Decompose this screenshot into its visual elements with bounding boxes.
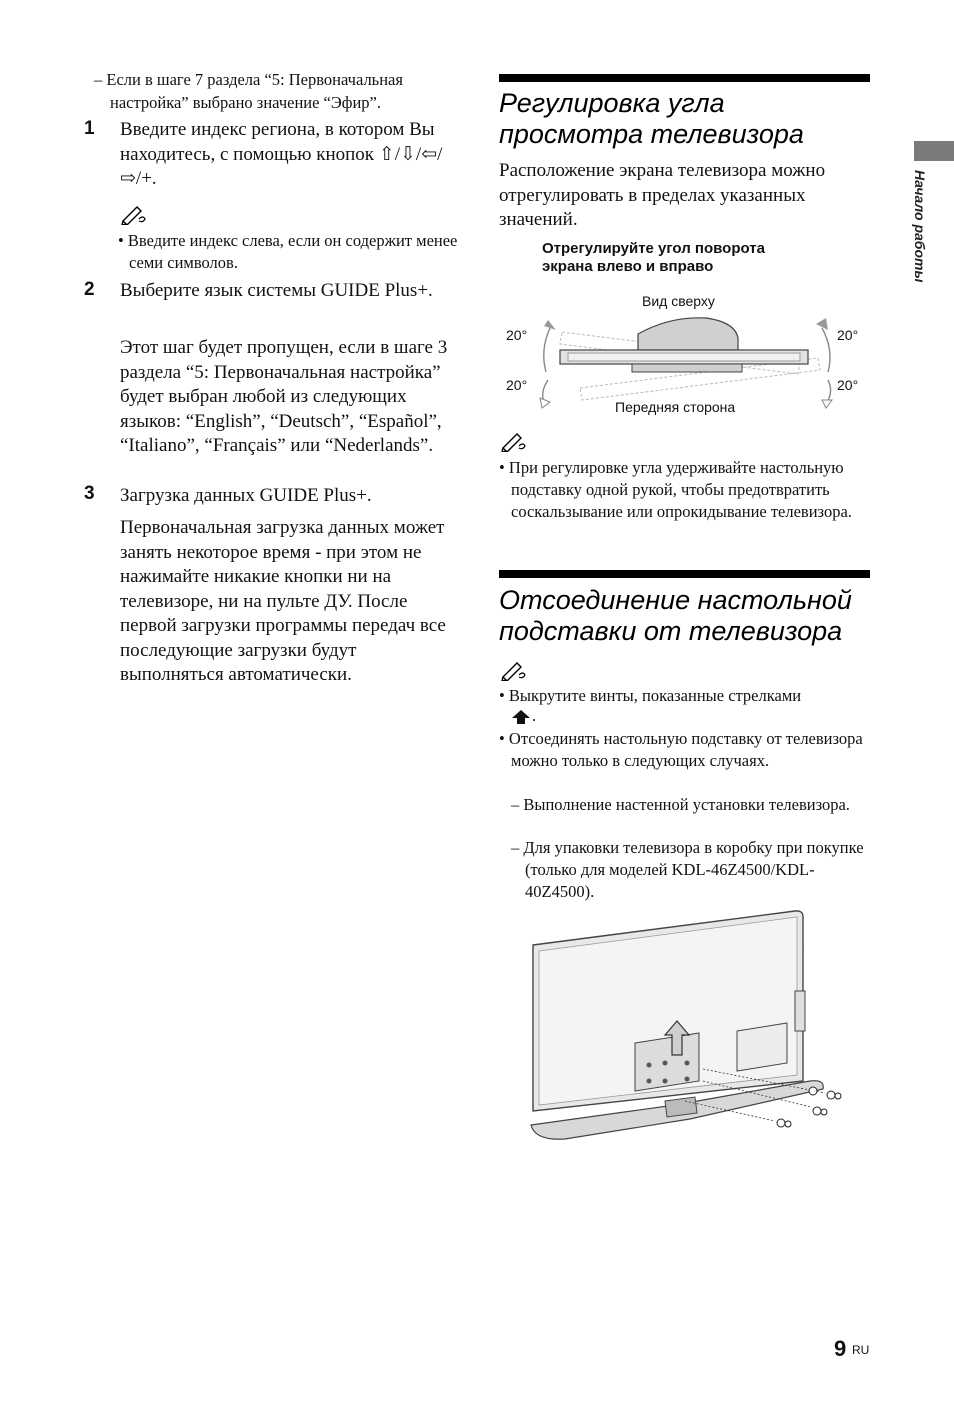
rotation-diagram (530, 310, 850, 410)
side-tab-marker (914, 141, 954, 161)
tv-rear-illustration (525, 905, 855, 1145)
section-1-title (499, 88, 879, 150)
section-2-dash-2: – Для упаковки телевизора в коробку при покупке (только для моделей KDL-46Z4500/KDL-40Z4500). (511, 838, 864, 901)
section-1-intro: Расположение экрана телевизора можно отрегулировать в пределах указанных значений. (499, 160, 826, 230)
step-2-text: Выберите язык системы GUIDE Plus+. (120, 280, 433, 301)
note-pencil-icon (121, 205, 147, 225)
section-2-bullet-1: • Выкрутите винты, показанные стрелками (499, 686, 802, 705)
step-1-number: 1 (84, 118, 95, 139)
step-2-number: 2 (84, 279, 95, 300)
section-2-dash-1: – Выполнение настенной установки телевизора. (511, 795, 850, 814)
step-3-text: Загрузка данных GUIDE Plus+. (120, 485, 372, 506)
section-1-subhead (542, 240, 842, 276)
note-pencil-icon (501, 432, 527, 452)
section-1-title-line-2: просмотра телевизора (499, 119, 804, 149)
section-2-bullet-2: • Отсоединять настольную подставку от телевизора можно только в следующих случаях. (499, 729, 863, 770)
diagram-top-label: Вид сверху (642, 293, 715, 309)
side-tab-label: Начало работы (912, 170, 928, 283)
step-3-detail: Первоначальная загрузка данных может занять некоторое время - при этом не нажимайте никакие кнопки ни на телевизоре, ни на пульте ДУ. После первой загрузки программы передач все последующие загрузки будут выполняться автоматически. (120, 517, 446, 685)
step-1-note: • Введите индекс слева, если он содержит менее семи символов. (118, 231, 458, 272)
section-rule (499, 74, 870, 82)
subhead-line-1: Отрегулируйте угол поворота (542, 240, 765, 257)
section-1-note: • При регулировке угла удерживайте настольную подставку одной рукой, чтобы предотвратить соскальзывание или опрокидывание телевизора. (499, 458, 852, 521)
angle-top-right: 20° (837, 327, 859, 343)
diagram-bottom-label: Передняя сторона (615, 399, 736, 415)
step-2-detail: Этот шаг будет пропущен, если в шаге 3 раздела “5: Первоначальная настройка” будет выбран любой из следующих языков: “English”, “Deutsch”, “Español”, “Italiano”, “Français” или “Nederlands”. (120, 337, 448, 456)
page-language: RU (852, 1343, 870, 1357)
section-rule (499, 570, 870, 578)
section-2-title-line-2: подставки от телевизора (499, 616, 843, 646)
intro-note: – Если в шаге 7 раздела “5: Первоначальная настройка” выбрано значение “Эфир”. (94, 70, 403, 112)
step-3-number: 3 (84, 483, 95, 504)
up-arrow-icon (511, 709, 531, 725)
step-1-text: Введите индекс региона, в котором Вы находитесь, с помощью кнопок ⇧/⇩/⇦/⇨/+. (120, 119, 443, 189)
section-2-title-line-1: Отсоединение настольной (499, 585, 852, 615)
subhead-line-2: экрана влево и вправо (542, 258, 714, 275)
angle-top-left: 20° (506, 327, 528, 343)
bullet-1-period: . (532, 706, 537, 725)
angle-bottom-left: 20° (506, 377, 528, 393)
page-number: 9 (834, 1336, 847, 1361)
section-2-title (499, 585, 879, 647)
angle-bottom-right: 20° (837, 377, 859, 393)
note-pencil-icon (501, 661, 527, 681)
section-1-title-line-1: Регулировка угла (499, 88, 725, 118)
